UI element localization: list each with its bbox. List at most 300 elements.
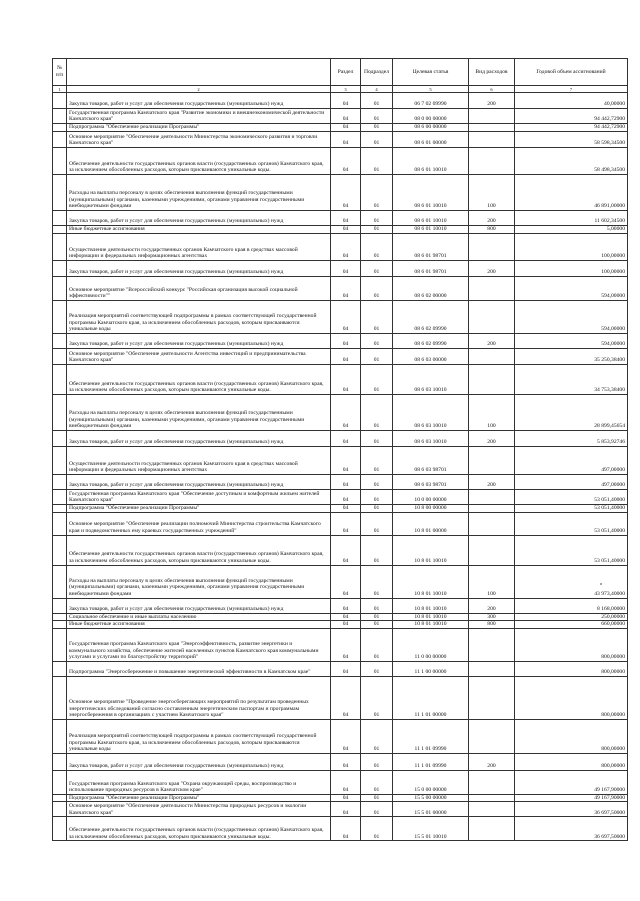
row-expense-type-cell — [469, 676, 515, 719]
header-razdel: Раздел — [331, 59, 361, 86]
row-podrazdel-cell: 01 — [361, 301, 393, 334]
table-row — [53, 109, 628, 124]
row-expense-type-cell — [469, 349, 515, 365]
row-razdel-cell: 04 — [331, 175, 361, 211]
row-number-cell — [53, 124, 67, 132]
row-razdel-cell: 04 — [331, 613, 361, 621]
table-row — [53, 794, 628, 802]
row-expense-type-cell — [469, 301, 515, 334]
row-razdel-cell: 04 — [331, 505, 361, 513]
row-number-cell — [53, 109, 67, 124]
column-number: 6 — [469, 86, 515, 93]
row-expense-type-cell — [469, 124, 515, 132]
row-name-cell: Подпрограмма "Обеспечение реализации Программы" — [67, 794, 331, 802]
row-target-article-cell: 08 6 03 10010 — [393, 365, 469, 395]
table-row — [53, 365, 628, 395]
row-target-article-cell: 10 8 00 00000 — [393, 505, 469, 513]
row-sum-cell: 800,00000 — [515, 676, 628, 719]
row-number-cell — [53, 676, 67, 719]
row-name-cell: Обеспечение деятельности государственных органов власти (государственных органов) Камчатского края, за исключением обособленных расходов, которым присваиваются уникальные коды. — [67, 365, 331, 395]
row-number-cell — [53, 277, 67, 301]
row-target-article-cell: 11 1 01 09990 — [393, 719, 469, 753]
row-target-article-cell: 08 6 03 10010 — [393, 431, 469, 447]
row-razdel-cell: 04 — [331, 234, 361, 261]
row-target-article-cell: 08 6 03 10010 — [393, 395, 469, 431]
row-number-cell — [53, 365, 67, 395]
header-podrazdel: Подраздел — [361, 59, 393, 86]
row-name-cell: Основное мероприятие "Обеспечение деятельности Министерства экономического развития и торговли Камчатского края" — [67, 132, 331, 148]
row-razdel-cell: 04 — [331, 661, 361, 676]
row-target-article-cell: 08 6 01 98701 — [393, 234, 469, 261]
row-expense-type-cell — [469, 512, 515, 535]
row-podrazdel-cell: 01 — [361, 613, 393, 621]
row-expense-type-cell — [469, 505, 515, 513]
table-row — [53, 598, 628, 613]
row-razdel-cell: 04 — [331, 802, 361, 817]
row-name-cell: Расходы на выплаты персоналу в целях обеспечения выполнения функций государственными (муниципальными) органами, казенными учреждениями, органами управления государственными внебюджетными фондами — [67, 175, 331, 211]
row-razdel-cell: 04 — [331, 226, 361, 234]
column-number: 4 — [361, 86, 393, 93]
row-razdel-cell: 04 — [331, 676, 361, 719]
row-number-cell — [53, 234, 67, 261]
row-sum-cell: 497,00000 — [515, 447, 628, 475]
row-number-cell — [53, 565, 67, 598]
row-razdel-cell: 04 — [331, 447, 361, 475]
table-row — [53, 277, 628, 301]
column-number: 7 — [515, 86, 628, 93]
row-sum-cell: 53 051,40000 — [515, 490, 628, 505]
row-sum-cell: 35 250,38400 — [515, 349, 628, 365]
table-row — [53, 512, 628, 535]
row-target-article-cell: 08 6 00 00000 — [393, 124, 469, 132]
row-name-cell: Осуществление деятельности государственных органов Камчатского края в средствах массовой информации и федеральных информационных агентствах — [67, 234, 331, 261]
row-name-cell: Закупка товаров, работ и услуг для обеспечения государственных (муниципальных) нужд — [67, 261, 331, 277]
row-podrazdel-cell: 01 — [361, 395, 393, 431]
row-sum-cell: 46 891,00000 — [515, 175, 628, 211]
row-number-cell — [53, 261, 67, 277]
row-sum-cell: 250,00000 — [515, 613, 628, 621]
row-target-article-cell: 15 0 00 00000 — [393, 770, 469, 794]
row-sum-cell: 40,00000 — [515, 93, 628, 109]
row-number-cell — [53, 628, 67, 661]
row-podrazdel-cell: 01 — [361, 505, 393, 513]
row-name-cell: Закупка товаров, работ и услуг для обеспечения государственных (муниципальных) нужд — [67, 211, 331, 226]
row-name-cell: Реализация мероприятий соответствующей подпрограммы в рамках соответствующей государственной программы Камчатского края, за исключением обособленных расходов, которым присваиваются уникальные коды — [67, 301, 331, 334]
row-sum-cell: 36 697,50000 — [515, 817, 628, 841]
row-expense-type-cell — [469, 277, 515, 301]
row-podrazdel-cell: 01 — [361, 661, 393, 676]
row-name-cell: Реализация мероприятий соответствующей подпрограммы в рамках соответствующей государственной программы Камчатского края, за исключением обособленных расходов, которым присваиваются уникальные коды — [67, 719, 331, 753]
row-target-article-cell: 08 6 03 98701 — [393, 475, 469, 490]
row-sum-cell: 594,00000 — [515, 277, 628, 301]
table-body — [53, 93, 628, 841]
row-number-cell — [53, 148, 67, 175]
row-number-cell — [53, 770, 67, 794]
row-podrazdel-cell: 01 — [361, 598, 393, 613]
row-target-article-cell: 15 5 01 00000 — [393, 802, 469, 817]
row-number-cell — [53, 598, 67, 613]
row-target-article-cell: 08 6 01 10010 — [393, 148, 469, 175]
row-razdel-cell: 04 — [331, 109, 361, 124]
row-podrazdel-cell: 01 — [361, 124, 393, 132]
row-expense-type-cell: 200 — [469, 598, 515, 613]
table-row — [53, 447, 628, 475]
column-number: 3 — [331, 86, 361, 93]
row-name-cell: Расходы на выплаты персоналу в целях обеспечения выполнения функций государственными (муниципальными) органами, казенными учреждениями, органами управления государственными внебюджетными фондами — [67, 565, 331, 598]
table-row — [53, 770, 628, 794]
row-podrazdel-cell: 01 — [361, 234, 393, 261]
row-number-cell — [53, 802, 67, 817]
row-name-cell: Государственная программа Камчатского края "Обеспечение доступным и комфортным жильем жителей Камчатского края" — [67, 490, 331, 505]
row-expense-type-cell — [469, 661, 515, 676]
row-name-cell: Иные бюджетные ассигнования — [67, 621, 331, 629]
header-target-article: Целевая статья — [393, 59, 469, 86]
row-razdel-cell: 04 — [331, 565, 361, 598]
row-razdel-cell: 04 — [331, 148, 361, 175]
row-podrazdel-cell: 01 — [361, 93, 393, 109]
table-row — [53, 124, 628, 132]
row-name-cell: Осуществление деятельности государственных органов Камчатского края в средствах массовой информации и федеральных информационных агентствах — [67, 447, 331, 475]
row-expense-type-cell: 200 — [469, 261, 515, 277]
row-number-cell — [53, 475, 67, 490]
row-razdel-cell: 04 — [331, 621, 361, 629]
row-expense-type-cell — [469, 132, 515, 148]
table-row — [53, 661, 628, 676]
row-target-article-cell: 08 6 02 00000 — [393, 277, 469, 301]
row-sum-cell: 100,00000 — [515, 234, 628, 261]
row-sum-cell: 100,00000 — [515, 261, 628, 277]
row-target-article-cell: 15 5 01 10010 — [393, 817, 469, 841]
row-name-cell: Основное мероприятие "Всероссийский конкурс "Российская организация высокой социальной эффективности"" — [67, 277, 331, 301]
row-number-cell — [53, 349, 67, 365]
row-razdel-cell: 04 — [331, 261, 361, 277]
row-name-cell: Основное мероприятие "Проведение энергосберегающих мероприятий по результатам проведенных энергетических обследований согласно составленным энергетическим паспортам и программам энергосбережения в организациях с участием Камчатского края" — [67, 676, 331, 719]
row-target-article-cell: 08 6 03 00000 — [393, 349, 469, 365]
header-name — [67, 59, 331, 86]
row-podrazdel-cell: 01 — [361, 226, 393, 234]
row-expense-type-cell — [469, 719, 515, 753]
row-number-cell — [53, 621, 67, 629]
row-razdel-cell: 04 — [331, 490, 361, 505]
row-name-cell: Подпрограмма "Обеспечение реализации Программы" — [67, 124, 331, 132]
row-podrazdel-cell: 01 — [361, 277, 393, 301]
row-podrazdel-cell: 01 — [361, 261, 393, 277]
row-sum-cell: 660,00000 — [515, 621, 628, 629]
table-row — [53, 753, 628, 770]
scan-speck — [600, 583, 602, 585]
row-razdel-cell: 04 — [331, 770, 361, 794]
table-row — [53, 490, 628, 505]
row-podrazdel-cell: 01 — [361, 753, 393, 770]
row-name-cell: Основное мероприятие "Обеспечение реализации полномочий Министерства строительства Камчатского края и подведомственных ему краевых государственных учреждений" — [67, 512, 331, 535]
row-podrazdel-cell: 01 — [361, 676, 393, 719]
row-name-cell: Основное мероприятие "Обеспечение деятельности Агентства инвестиций и предпринимательства Камчатского края" — [67, 349, 331, 365]
row-razdel-cell: 04 — [331, 794, 361, 802]
row-razdel-cell: 04 — [331, 431, 361, 447]
table-row — [53, 334, 628, 349]
table-row — [53, 234, 628, 261]
table-row — [53, 211, 628, 226]
row-sum-cell: 8 168,00000 — [515, 598, 628, 613]
row-name-cell: Обеспечение деятельности государственных органов власти (государственных органов) Камчатского края, за исключением обособленных расходов, которым присваиваются уникальные коды. — [67, 148, 331, 175]
row-podrazdel-cell: 01 — [361, 621, 393, 629]
header-expense-type: Вид расходов — [469, 59, 515, 86]
row-name-cell: Обеспечение деятельности государственных органов власти (государственных органов) Камчатского края, за исключением обособленных расходов, которым присваиваются уникальные коды. — [67, 817, 331, 841]
row-razdel-cell: 04 — [331, 395, 361, 431]
row-target-article-cell: 11 1 01 09990 — [393, 753, 469, 770]
row-target-article-cell: 10 8 01 10010 — [393, 598, 469, 613]
row-expense-type-cell: 100 — [469, 395, 515, 431]
row-razdel-cell: 04 — [331, 598, 361, 613]
row-target-article-cell: 11 1 00 00000 — [393, 661, 469, 676]
row-sum-cell: 28 899,45654 — [515, 395, 628, 431]
row-expense-type-cell — [469, 234, 515, 261]
row-sum-cell: 43 973,40000 — [515, 565, 628, 598]
table-row — [53, 261, 628, 277]
row-number-cell — [53, 132, 67, 148]
row-razdel-cell: 04 — [331, 475, 361, 490]
row-podrazdel-cell: 01 — [361, 148, 393, 175]
row-sum-cell: 800,00000 — [515, 661, 628, 676]
row-target-article-cell: 08 6 01 00000 — [393, 132, 469, 148]
row-name-cell: Расходы на выплаты персоналу в целях обеспечения выполнения функций государственными (муниципальными) органами, казенными учреждениями, органами управления государственными внебюджетными фондами — [67, 395, 331, 431]
row-expense-type-cell — [469, 109, 515, 124]
row-razdel-cell: 04 — [331, 512, 361, 535]
row-expense-type-cell: 200 — [469, 334, 515, 349]
table-header — [53, 59, 628, 93]
row-number-cell — [53, 613, 67, 621]
row-sum-cell: 800,00000 — [515, 628, 628, 661]
row-number-cell — [53, 334, 67, 349]
row-expense-type-cell — [469, 770, 515, 794]
row-sum-cell: 800,00000 — [515, 719, 628, 753]
row-target-article-cell: 10 8 01 10010 — [393, 621, 469, 629]
table-row — [53, 613, 628, 621]
row-sum-cell: 94 442,72900 — [515, 124, 628, 132]
header-num: № п/п — [53, 59, 67, 86]
row-target-article-cell: 08 0 00 00000 — [393, 109, 469, 124]
table-row — [53, 395, 628, 431]
row-sum-cell: 58 498,34500 — [515, 148, 628, 175]
row-podrazdel-cell: 01 — [361, 794, 393, 802]
row-target-article-cell: 10 8 01 10010 — [393, 613, 469, 621]
row-target-article-cell: 10 8 01 10010 — [393, 535, 469, 565]
row-target-article-cell: 11 1 01 00000 — [393, 676, 469, 719]
row-name-cell: Государственная программа Камчатского края "Охрана окружающей среды, воспроизводство и использование природных ресурсов в Камчатском крае" — [67, 770, 331, 794]
table-row — [53, 301, 628, 334]
row-number-cell — [53, 301, 67, 334]
row-expense-type-cell: 200 — [469, 475, 515, 490]
row-target-article-cell: 06 7 02 09990 — [393, 93, 469, 109]
budget-table — [52, 58, 628, 841]
row-sum-cell: 49 167,90000 — [515, 794, 628, 802]
row-target-article-cell: 08 6 03 98701 — [393, 447, 469, 475]
row-number-cell — [53, 753, 67, 770]
row-expense-type-cell — [469, 490, 515, 505]
row-podrazdel-cell: 01 — [361, 447, 393, 475]
row-name-cell: Закупка товаров, работ и услуг для обеспечения государственных (муниципальных) нужд — [67, 334, 331, 349]
row-razdel-cell: 04 — [331, 334, 361, 349]
row-sum-cell: 594,00000 — [515, 334, 628, 349]
row-expense-type-cell — [469, 794, 515, 802]
row-podrazdel-cell: 01 — [361, 175, 393, 211]
table-row — [53, 505, 628, 513]
table-row — [53, 802, 628, 817]
row-podrazdel-cell: 01 — [361, 512, 393, 535]
row-number-cell — [53, 661, 67, 676]
row-name-cell: Государственная программа Камчатского края "Энергоэффективность, развитие энергетики и коммунального хозяйства, обеспечение жителей населенных пунктов Камчатского края коммунальными услугами и услугами по благоустройству территорий" — [67, 628, 331, 661]
table-row — [53, 565, 628, 598]
row-razdel-cell: 04 — [331, 535, 361, 565]
row-razdel-cell: 04 — [331, 277, 361, 301]
table-row — [53, 349, 628, 365]
row-razdel-cell: 04 — [331, 211, 361, 226]
column-number: 1 — [53, 86, 67, 93]
row-number-cell — [53, 431, 67, 447]
row-sum-cell: 594,00000 — [515, 301, 628, 334]
row-name-cell: Подпрограмма "Энергосбережение и повышение энергетической эффективности в Камчатском крае" — [67, 661, 331, 676]
row-razdel-cell: 04 — [331, 349, 361, 365]
row-target-article-cell: 15 5 00 00000 — [393, 794, 469, 802]
table-row — [53, 628, 628, 661]
row-podrazdel-cell: 01 — [361, 431, 393, 447]
table-row — [53, 817, 628, 841]
row-name-cell: Иные бюджетные ассигнования — [67, 226, 331, 234]
row-number-cell — [53, 817, 67, 841]
table-row — [53, 148, 628, 175]
row-sum-cell: 53 051,40000 — [515, 535, 628, 565]
row-sum-cell: 5 853,92746 — [515, 431, 628, 447]
row-sum-cell: 49 167,90000 — [515, 770, 628, 794]
row-name-cell: Социальное обеспечение и иные выплаты населению — [67, 613, 331, 621]
row-expense-type-cell — [469, 817, 515, 841]
row-podrazdel-cell: 01 — [361, 628, 393, 661]
row-target-article-cell: 08 6 02 09990 — [393, 334, 469, 349]
row-number-cell — [53, 395, 67, 431]
row-razdel-cell: 04 — [331, 93, 361, 109]
row-sum-cell: 800,00000 — [515, 753, 628, 770]
column-number: 2 — [67, 86, 331, 93]
table-row — [53, 226, 628, 234]
table-row — [53, 175, 628, 211]
row-target-article-cell: 10 8 01 00000 — [393, 512, 469, 535]
row-name-cell: Подпрограмма "Обеспечение реализации Программы" — [67, 505, 331, 513]
row-razdel-cell: 04 — [331, 124, 361, 132]
row-number-cell — [53, 505, 67, 513]
row-razdel-cell: 04 — [331, 753, 361, 770]
row-name-cell: Закупка товаров, работ и услуг для обеспечения государственных (муниципальных) нужд — [67, 431, 331, 447]
row-razdel-cell: 04 — [331, 132, 361, 148]
table-row — [53, 535, 628, 565]
header-annual-sum: Годовой объем ассигнований — [515, 59, 628, 86]
row-name-cell: Закупка товаров, работ и услуг для обеспечения государственных (муниципальных) нужд — [67, 93, 331, 109]
row-expense-type-cell — [469, 365, 515, 395]
row-number-cell — [53, 93, 67, 109]
row-number-cell — [53, 719, 67, 753]
row-name-cell: Закупка товаров, работ и услуг для обеспечения государственных (муниципальных) нужд — [67, 598, 331, 613]
row-expense-type-cell: 800 — [469, 621, 515, 629]
column-number-row — [53, 86, 628, 93]
row-target-article-cell: 08 6 01 10010 — [393, 175, 469, 211]
row-podrazdel-cell: 01 — [361, 490, 393, 505]
row-sum-cell: 53 051,40000 — [515, 505, 628, 513]
row-number-cell — [53, 211, 67, 226]
row-expense-type-cell: 800 — [469, 226, 515, 234]
row-podrazdel-cell: 01 — [361, 565, 393, 598]
row-target-article-cell: 08 6 01 10010 — [393, 226, 469, 234]
row-target-article-cell: 10 8 01 10010 — [393, 565, 469, 598]
row-name-cell: Закупка товаров, работ и услуг для обеспечения государственных (муниципальных) нужд — [67, 753, 331, 770]
row-target-article-cell: 11 0 00 00000 — [393, 628, 469, 661]
row-target-article-cell: 08 6 01 98701 — [393, 261, 469, 277]
row-target-article-cell: 10 0 00 00000 — [393, 490, 469, 505]
row-sum-cell: 11 602,34500 — [515, 211, 628, 226]
row-podrazdel-cell: 01 — [361, 365, 393, 395]
row-razdel-cell: 04 — [331, 817, 361, 841]
row-podrazdel-cell: 01 — [361, 535, 393, 565]
row-sum-cell: 53 051,40000 — [515, 512, 628, 535]
row-name-cell: Основное мероприятие "Обеспечение деятельности Министерства природных ресурсов и экологии Камчатского края" — [67, 802, 331, 817]
row-expense-type-cell — [469, 148, 515, 175]
row-number-cell — [53, 512, 67, 535]
row-sum-cell: 58 598,34500 — [515, 132, 628, 148]
row-podrazdel-cell: 01 — [361, 109, 393, 124]
row-number-cell — [53, 490, 67, 505]
budget-table-page — [52, 58, 627, 841]
row-podrazdel-cell: 01 — [361, 334, 393, 349]
row-number-cell — [53, 794, 67, 802]
row-razdel-cell: 04 — [331, 301, 361, 334]
row-name-cell: Государственная программа Камчатского края "Развитие экономики и внешнеэкономической деятельности Камчатского края" — [67, 109, 331, 124]
row-number-cell — [53, 447, 67, 475]
table-row — [53, 93, 628, 109]
row-podrazdel-cell: 01 — [361, 802, 393, 817]
row-razdel-cell: 04 — [331, 719, 361, 753]
table-row — [53, 431, 628, 447]
row-podrazdel-cell: 01 — [361, 475, 393, 490]
row-podrazdel-cell: 01 — [361, 719, 393, 753]
row-number-cell — [53, 226, 67, 234]
row-sum-cell: 497,00000 — [515, 475, 628, 490]
row-number-cell — [53, 535, 67, 565]
row-expense-type-cell — [469, 447, 515, 475]
row-sum-cell: 36 697,50000 — [515, 802, 628, 817]
row-podrazdel-cell: 01 — [361, 770, 393, 794]
row-razdel-cell: 04 — [331, 365, 361, 395]
row-expense-type-cell: 200 — [469, 211, 515, 226]
table-row — [53, 621, 628, 629]
row-target-article-cell: 08 6 01 10010 — [393, 211, 469, 226]
row-podrazdel-cell: 01 — [361, 211, 393, 226]
row-expense-type-cell — [469, 628, 515, 661]
row-expense-type-cell — [469, 802, 515, 817]
row-expense-type-cell: 100 — [469, 565, 515, 598]
row-number-cell — [53, 175, 67, 211]
table-row — [53, 676, 628, 719]
row-expense-type-cell: 100 — [469, 175, 515, 211]
row-razdel-cell: 04 — [331, 628, 361, 661]
table-row — [53, 719, 628, 753]
row-sum-cell: 94 442,72900 — [515, 109, 628, 124]
row-podrazdel-cell: 01 — [361, 817, 393, 841]
row-expense-type-cell: 200 — [469, 753, 515, 770]
column-number: 5 — [393, 86, 469, 93]
table-row — [53, 475, 628, 490]
row-podrazdel-cell: 01 — [361, 132, 393, 148]
row-podrazdel-cell: 01 — [361, 349, 393, 365]
row-name-cell: Обеспечение деятельности государственных органов власти (государственных органов) Камчатского края, за исключением обособленных расходов, которым присваиваются уникальные коды. — [67, 535, 331, 565]
row-expense-type-cell: 300 — [469, 613, 515, 621]
